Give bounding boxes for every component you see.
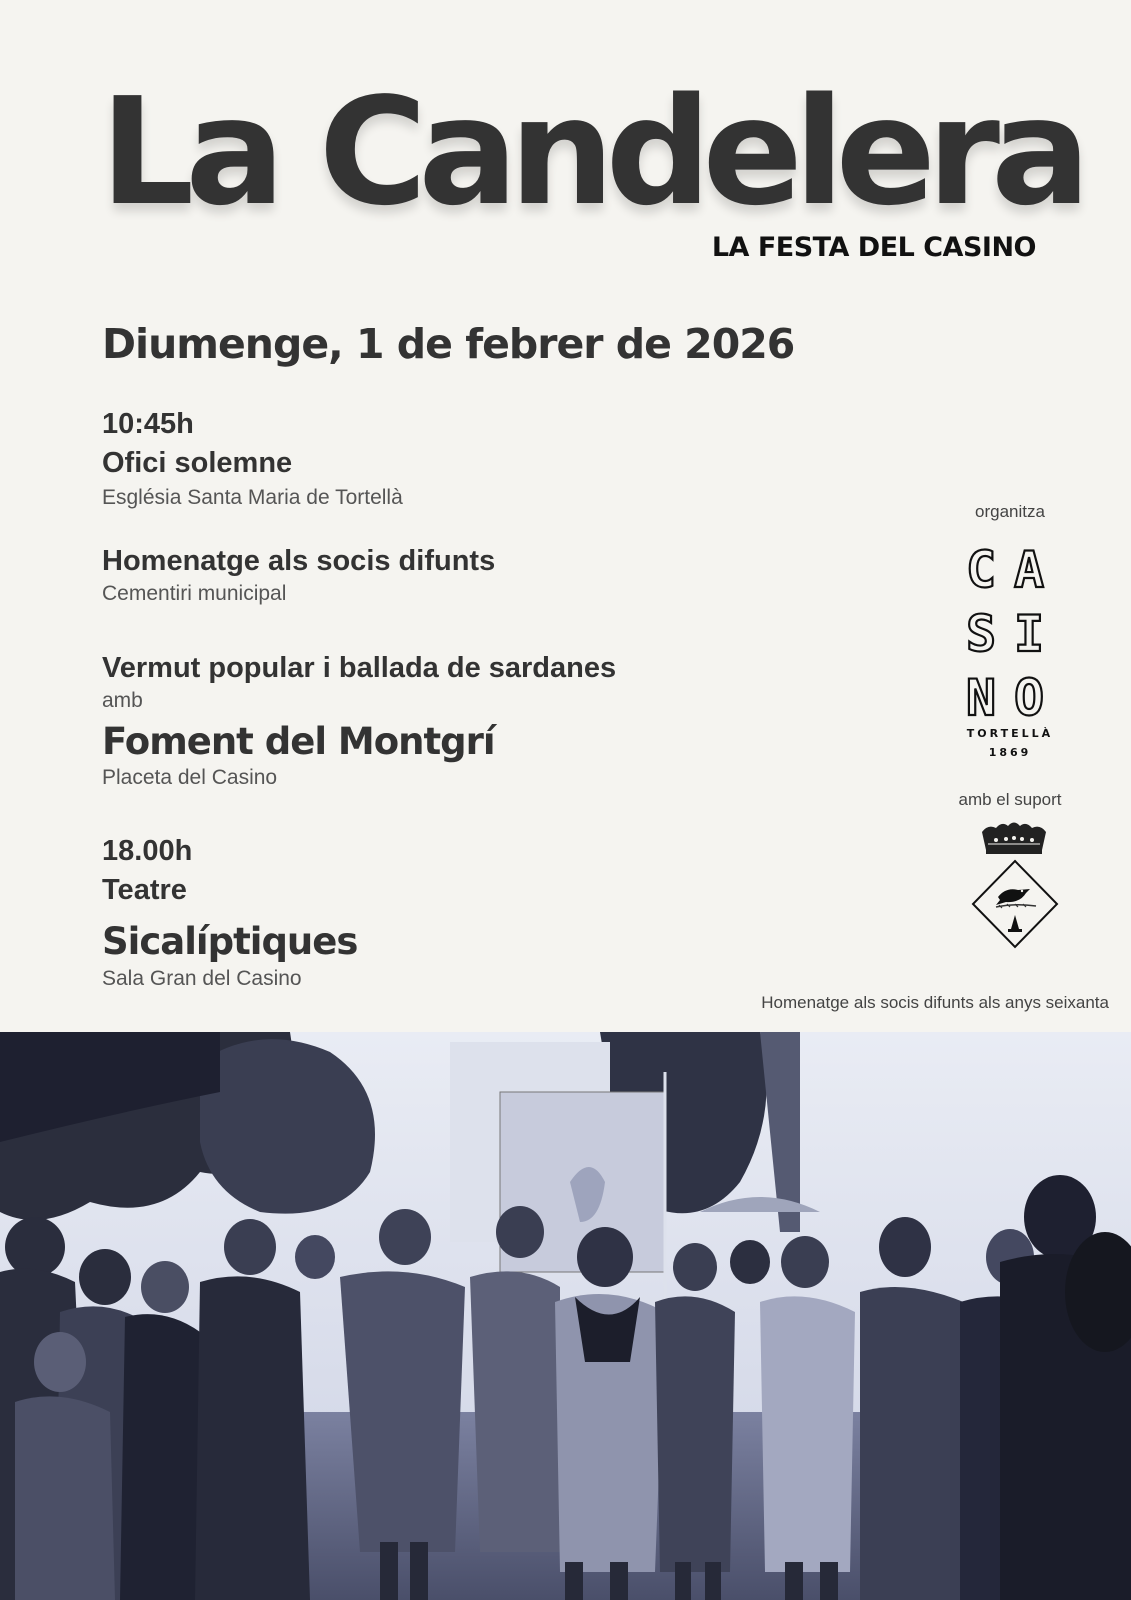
event-1-place: Església Santa Maria de Tortellà bbox=[102, 486, 403, 509]
event-3-group: Foment del Montgrí bbox=[102, 720, 495, 763]
photo-caption: Homenatge als socis difunts als anys seixanta bbox=[761, 993, 1109, 1012]
crown-icon bbox=[978, 818, 1050, 858]
casino-logo-letter-i: I bbox=[1014, 605, 1045, 663]
event-3-with: amb bbox=[102, 689, 143, 712]
event-1-title: Ofici solemne bbox=[102, 447, 293, 479]
event-4-time: 18.00h bbox=[102, 835, 193, 867]
event-4-place: Sala Gran del Casino bbox=[102, 967, 302, 990]
event-2-place: Cementiri municipal bbox=[102, 582, 287, 605]
event-4-show: Sicalíptiques bbox=[102, 920, 358, 963]
support-label: amb el suport bbox=[958, 790, 1062, 809]
poster-subtitle: LA FESTA DEL CASINO bbox=[711, 232, 1036, 263]
casino-logo-letter-a: A bbox=[1014, 541, 1045, 599]
casino-logo-year: 1869 bbox=[988, 746, 1032, 759]
casino-logo-letter-n: N bbox=[966, 669, 997, 727]
event-1-time: 10:45h bbox=[102, 408, 194, 440]
event-4-title: Teatre bbox=[102, 874, 187, 906]
casino-logo-letter-o: O bbox=[1014, 669, 1045, 727]
poster-title: La Candelera bbox=[100, 66, 1082, 238]
town-shield-icon bbox=[970, 859, 1060, 949]
event-3-place: Placeta del Casino bbox=[102, 766, 278, 789]
casino-logo bbox=[960, 540, 1070, 765]
casino-logo-letter-c: C bbox=[966, 541, 997, 599]
historic-photo bbox=[0, 1032, 1131, 1600]
casino-logo-town: TORTELLÀ bbox=[966, 727, 1054, 740]
event-2-title: Homenatge als socis difunts bbox=[102, 545, 496, 577]
casino-logo-letter-s: S bbox=[966, 605, 997, 663]
event-date: Diumenge, 1 de febrer de 2026 bbox=[102, 320, 795, 368]
organizer-label: organitza bbox=[975, 502, 1045, 521]
event-3-title: Vermut popular i ballada de sardanes bbox=[102, 652, 617, 684]
